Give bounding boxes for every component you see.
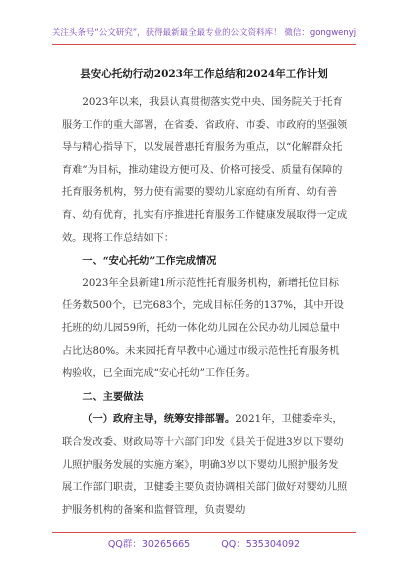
intro-paragraph: 2023年以来，我县认真贯彻落实党中央、国务院关于托育服务工作的重大部署，在省委、省政府、市委、市政府的坚强领导与精心指导下，以发展普惠托育服务为重点，以“化解群众托育难”为目标，推动建设方便可及、价格可接受、质量有保障的托育服务机构，努力使有需要的婴幼儿家庭幼有所育、幼有善育、幼有优育，扎实有序推进托育服务工作健康发展取得一定成效。现将工作总结如下：: [62, 97, 348, 244]
subsection1-text: 2021年，卫健委牵头，联合发改委、财政局等十六部门印发《县关于促进3岁以下婴幼儿照护服务发展的实施方案》，明确3岁以下婴幼儿照护服务发展工作部门职责，卫健委主要负责协调相关部门做好对婴幼儿照护服务机构的备案和监督管理，负责婴幼: [62, 414, 348, 516]
header-divider: [52, 44, 356, 45]
subsection1-heading: （一）政府主导，统筹安排部署。: [82, 413, 236, 426]
document-body: [62, 92, 348, 522]
footer: [0, 536, 408, 550]
section1-paragraph: 2023年全县新建1所示范性托育服务机构，新增托位目标任务数500个，已完683个，完成目标任务的137%，其中开设托班的幼儿园59所，托幼一体化幼儿园在公民办幼儿园总量中占比达80%。未来园托育早教中心通过市级示范性托育服务机构验收，已全面完成“安心托幼”工作任务。: [62, 277, 344, 380]
footer-divider: [52, 532, 356, 533]
subsection1-paragraph: [62, 408, 348, 522]
document-title: 县安心托幼行动2023年工作总结和2024年工作计划: [80, 68, 328, 80]
section1-heading: 一、“安心托幼”工作完成情况: [82, 255, 217, 268]
footer-qq: QQ：535304092: [221, 539, 301, 550]
header-banner: 关注头条号“公文研究”，获得最新最全最专业的公文资料库！ 微信：gongwenyj: [51, 28, 357, 38]
section2-heading: 二、主要做法: [82, 390, 144, 403]
footer-qq-group: QQ群：30265665: [107, 539, 191, 550]
